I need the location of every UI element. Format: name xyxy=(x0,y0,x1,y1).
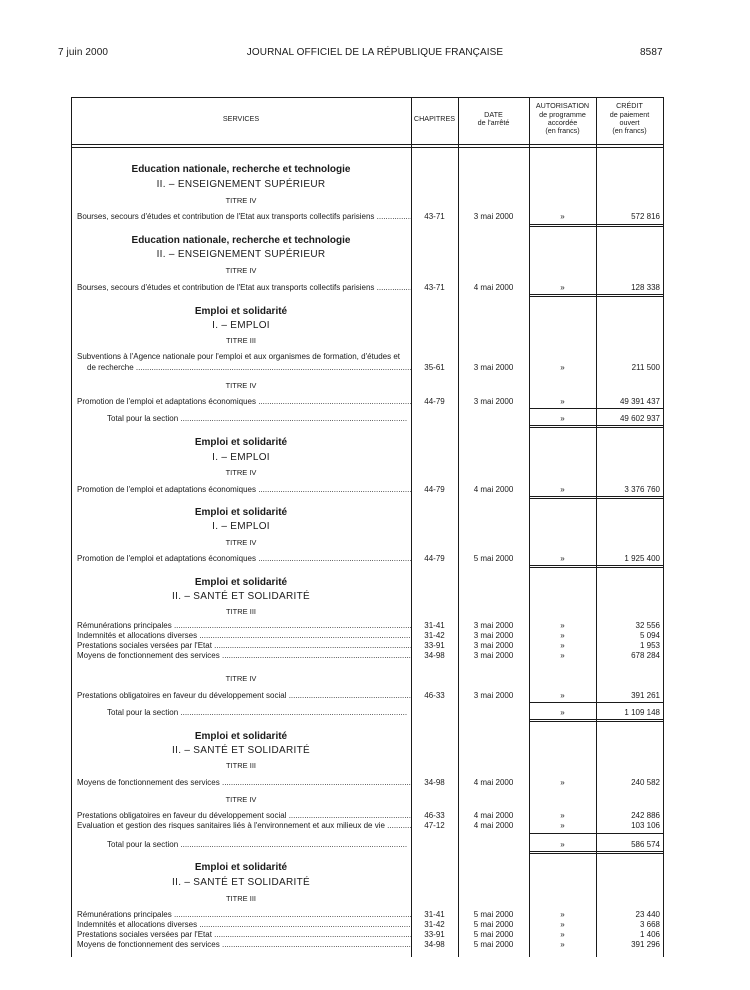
table-row xyxy=(71,930,664,940)
row-autorisation: » xyxy=(560,811,565,820)
row-credit: 240 582 xyxy=(631,778,660,787)
col-header-chapitres: CHAPITRES xyxy=(413,113,456,123)
row-label: Indemnités et allocations diverses ..... xyxy=(77,631,411,641)
titre-heading: TITRE III xyxy=(226,607,256,616)
table-row xyxy=(71,940,664,950)
subtotal-line xyxy=(529,408,663,409)
table-header-border-2 xyxy=(71,147,664,148)
page-date: 7 juin 2000 xyxy=(58,47,109,58)
row-chapitre: 33-91 xyxy=(424,930,445,939)
section-underline xyxy=(529,851,663,854)
titre-heading: TITRE IV xyxy=(225,674,257,683)
total-label: Total pour la section ..... xyxy=(107,413,407,424)
table-row xyxy=(71,651,664,661)
row-autorisation: » xyxy=(560,691,565,700)
table-row xyxy=(71,211,664,222)
row-date: 3 mai 2000 xyxy=(473,651,514,660)
row-credit: 391 296 xyxy=(631,940,660,949)
row-chapitre: 47-12 xyxy=(424,821,445,830)
row-credit: 3 376 760 xyxy=(624,485,660,494)
row-credit: 32 556 xyxy=(635,621,660,630)
titre-heading: TITRE IV xyxy=(225,381,257,390)
row-label: Moyens de fonctionnement des services ..... xyxy=(77,651,411,661)
row-label: Moyens de fonctionnement des services ..... xyxy=(77,777,411,788)
section-underline xyxy=(529,496,663,499)
row-date: 3 mai 2000 xyxy=(473,363,514,372)
section-subtitle: II. – SANTÉ ET SOLIDARITÉ xyxy=(172,745,310,756)
row-label: Rémunérations principales ..... xyxy=(77,621,411,631)
row-date: 5 mai 2000 xyxy=(473,930,514,939)
table-row xyxy=(71,351,664,373)
row-credit: 678 284 xyxy=(631,651,660,660)
row-chapitre: 34-98 xyxy=(424,778,445,787)
total-credit: 1 109 148 xyxy=(624,708,660,717)
table-row xyxy=(71,910,664,920)
row-autorisation: » xyxy=(560,554,565,563)
row-date: 3 mai 2000 xyxy=(473,631,514,640)
row-autorisation: » xyxy=(560,485,565,494)
section-subtitle: II. – SANTÉ ET SOLIDARITÉ xyxy=(172,591,310,602)
row-chapitre: 31-42 xyxy=(424,631,445,640)
row-chapitre: 43-71 xyxy=(424,212,445,221)
section-title: Emploi et solidarité xyxy=(194,306,288,317)
row-credit: 391 261 xyxy=(631,691,660,700)
table-row xyxy=(71,690,664,701)
row-credit: 1 406 xyxy=(639,930,660,939)
table-row xyxy=(71,621,664,631)
titre-heading: TITRE IV xyxy=(225,538,257,547)
row-autorisation: » xyxy=(560,621,565,630)
row-credit: 211 500 xyxy=(631,363,660,372)
row-label xyxy=(77,351,411,373)
row-autorisation: » xyxy=(560,778,565,787)
section-title: Education nationale, recherche et technologie xyxy=(131,164,351,175)
row-chapitre: 34-98 xyxy=(424,651,445,660)
row-credit: 242 886 xyxy=(631,811,660,820)
col-header-services: SERVICES xyxy=(222,113,260,123)
row-chapitre: 31-41 xyxy=(424,910,445,919)
section-subtitle: I. – EMPLOI xyxy=(212,320,270,331)
credits-table xyxy=(71,97,664,957)
row-label: Bourses, secours d'études et contribution de l'Etat aux transports collectifs parisiens ..... xyxy=(77,211,411,222)
row-autorisation: » xyxy=(560,821,565,830)
total-row xyxy=(71,413,664,424)
row-label: Bourses, secours d'études et contribution de l'Etat aux transports collectifs parisiens ..... xyxy=(77,282,411,293)
section-subtitle: II. – ENSEIGNEMENT SUPÉRIEUR xyxy=(156,179,326,190)
table-row xyxy=(71,641,664,651)
table-row xyxy=(71,631,664,641)
row-date: 3 mai 2000 xyxy=(473,397,514,406)
row-label: Indemnités et allocations diverses ..... xyxy=(77,920,411,930)
row-chapitre: 46-33 xyxy=(424,691,445,700)
row-autorisation: » xyxy=(560,212,565,221)
row-credit: 1 925 400 xyxy=(624,554,660,563)
total-autorisation: » xyxy=(560,840,565,849)
row-date: 3 mai 2000 xyxy=(473,691,514,700)
row-autorisation: » xyxy=(560,363,565,372)
total-credit: 586 574 xyxy=(631,840,660,849)
table-row xyxy=(71,553,664,564)
subtotal-line xyxy=(529,833,663,834)
row-credit: 572 816 xyxy=(631,212,660,221)
row-date: 4 mai 2000 xyxy=(473,485,514,494)
row-chapitre: 44-79 xyxy=(424,485,445,494)
total-autorisation: » xyxy=(560,708,565,717)
section-title: Emploi et solidarité xyxy=(194,862,288,873)
section-underline xyxy=(529,565,663,568)
titre-heading: TITRE III xyxy=(226,761,256,770)
row-chapitre: 43-71 xyxy=(424,283,445,292)
row-date: 4 mai 2000 xyxy=(473,811,514,820)
row-date: 4 mai 2000 xyxy=(473,778,514,787)
row-label: Prestations obligatoires en faveur du développement social ..... xyxy=(77,690,411,701)
table-row xyxy=(71,282,664,293)
row-label: Promotion de l'emploi et adaptations économiques ..... xyxy=(77,396,411,407)
titre-heading: TITRE III xyxy=(226,336,256,345)
table-row xyxy=(71,777,664,788)
row-date: 4 mai 2000 xyxy=(473,283,514,292)
row-label: Rémunérations principales ..... xyxy=(77,910,411,920)
row-date: 5 mai 2000 xyxy=(473,554,514,563)
col-header-date: DATE de l'arrêté xyxy=(477,109,510,127)
titre-heading: TITRE IV xyxy=(225,266,257,275)
row-chapitre: 31-42 xyxy=(424,920,445,929)
row-credit: 5 094 xyxy=(639,631,660,640)
row-autorisation: » xyxy=(560,397,565,406)
row-chapitre: 44-79 xyxy=(424,397,445,406)
section-title: Education nationale, recherche et technologie xyxy=(131,235,351,246)
table-row xyxy=(71,920,664,930)
row-label-line1: Subventions à l'Agence nationale pour l'emploi et aux organismes de formation, d'études et xyxy=(77,352,401,361)
row-autorisation: » xyxy=(560,920,565,929)
table-row xyxy=(71,396,664,407)
row-chapitre: 44-79 xyxy=(424,554,445,563)
section-subtitle: II. – ENSEIGNEMENT SUPÉRIEUR xyxy=(156,249,326,260)
row-chapitre: 46-33 xyxy=(424,811,445,820)
row-chapitre: 33-91 xyxy=(424,641,445,650)
section-title: Emploi et solidarité xyxy=(194,507,288,518)
titre-heading: TITRE III xyxy=(226,894,256,903)
total-label: Total pour la section ..... xyxy=(107,839,407,850)
row-autorisation: » xyxy=(560,651,565,660)
row-label: Prestations obligatoires en faveur du développement social ..... xyxy=(77,811,411,821)
row-label: Moyens de fonctionnement des services ..... xyxy=(77,940,411,950)
row-chapitre: 35-61 xyxy=(424,363,445,372)
section-underline xyxy=(529,224,663,227)
row-credit: 23 440 xyxy=(635,910,660,919)
row-chapitre: 34-98 xyxy=(424,940,445,949)
row-date: 5 mai 2000 xyxy=(473,920,514,929)
section-subtitle: I. – EMPLOI xyxy=(212,452,270,463)
row-autorisation: » xyxy=(560,283,565,292)
row-label-line2: de recherche ..... xyxy=(77,362,411,373)
section-title: Emploi et solidarité xyxy=(194,437,288,448)
row-autorisation: » xyxy=(560,631,565,640)
subtotal-line xyxy=(529,702,663,703)
table-row xyxy=(71,484,664,495)
section-title: Emploi et solidarité xyxy=(194,577,288,588)
section-subtitle: I. – EMPLOI xyxy=(212,521,270,532)
row-date: 3 mai 2000 xyxy=(473,641,514,650)
row-credit: 103 106 xyxy=(631,821,660,830)
row-autorisation: » xyxy=(560,930,565,939)
row-credit: 49 391 437 xyxy=(619,397,660,406)
row-date: 5 mai 2000 xyxy=(473,910,514,919)
total-autorisation: » xyxy=(560,414,565,423)
page-number: 8587 xyxy=(640,47,663,58)
titre-heading: TITRE IV xyxy=(225,795,257,804)
table-row xyxy=(71,821,664,831)
row-credit: 1 953 xyxy=(639,641,660,650)
section-underline xyxy=(529,719,663,722)
row-label: Prestations sociales versées par l'Etat ..... xyxy=(77,930,411,940)
section-subtitle: II. – SANTÉ ET SOLIDARITÉ xyxy=(172,877,310,888)
titre-heading: TITRE IV xyxy=(225,468,257,477)
section-underline xyxy=(529,294,663,297)
row-date: 3 mai 2000 xyxy=(473,621,514,630)
col-header-credit: CRÉDIT de paiement ouvert (en francs) xyxy=(609,101,650,136)
table-row xyxy=(71,811,664,821)
col-header-autorisation: AUTORISATION de programme accordée (en francs) xyxy=(535,101,590,136)
table-top-border xyxy=(71,97,664,98)
row-credit: 3 668 xyxy=(639,920,660,929)
total-row xyxy=(71,839,664,850)
section-title: Emploi et solidarité xyxy=(194,731,288,742)
row-label: Promotion de l'emploi et adaptations économiques ..... xyxy=(77,484,411,495)
row-autorisation: » xyxy=(560,641,565,650)
row-autorisation: » xyxy=(560,910,565,919)
total-label: Total pour la section ..... xyxy=(107,707,407,718)
row-date: 4 mai 2000 xyxy=(473,821,514,830)
row-label: Promotion de l'emploi et adaptations économiques ..... xyxy=(77,553,411,564)
row-date: 3 mai 2000 xyxy=(473,212,514,221)
row-label: Evaluation et gestion des risques sanitaires liés à l'environnement et aux milieux de vie ..... xyxy=(77,821,411,831)
row-credit: 128 338 xyxy=(631,283,660,292)
total-row xyxy=(71,707,664,718)
row-label: Prestations sociales versées par l'Etat ..... xyxy=(77,641,411,651)
page-title: JOURNAL OFFICIEL DE LA RÉPUBLIQUE FRANÇAISE xyxy=(246,47,504,58)
section-underline xyxy=(529,425,663,428)
row-date: 5 mai 2000 xyxy=(473,940,514,949)
row-autorisation: » xyxy=(560,940,565,949)
row-chapitre: 31-41 xyxy=(424,621,445,630)
titre-heading: TITRE IV xyxy=(225,196,257,205)
total-credit: 49 602 937 xyxy=(619,414,660,423)
table-header-border xyxy=(71,144,664,145)
